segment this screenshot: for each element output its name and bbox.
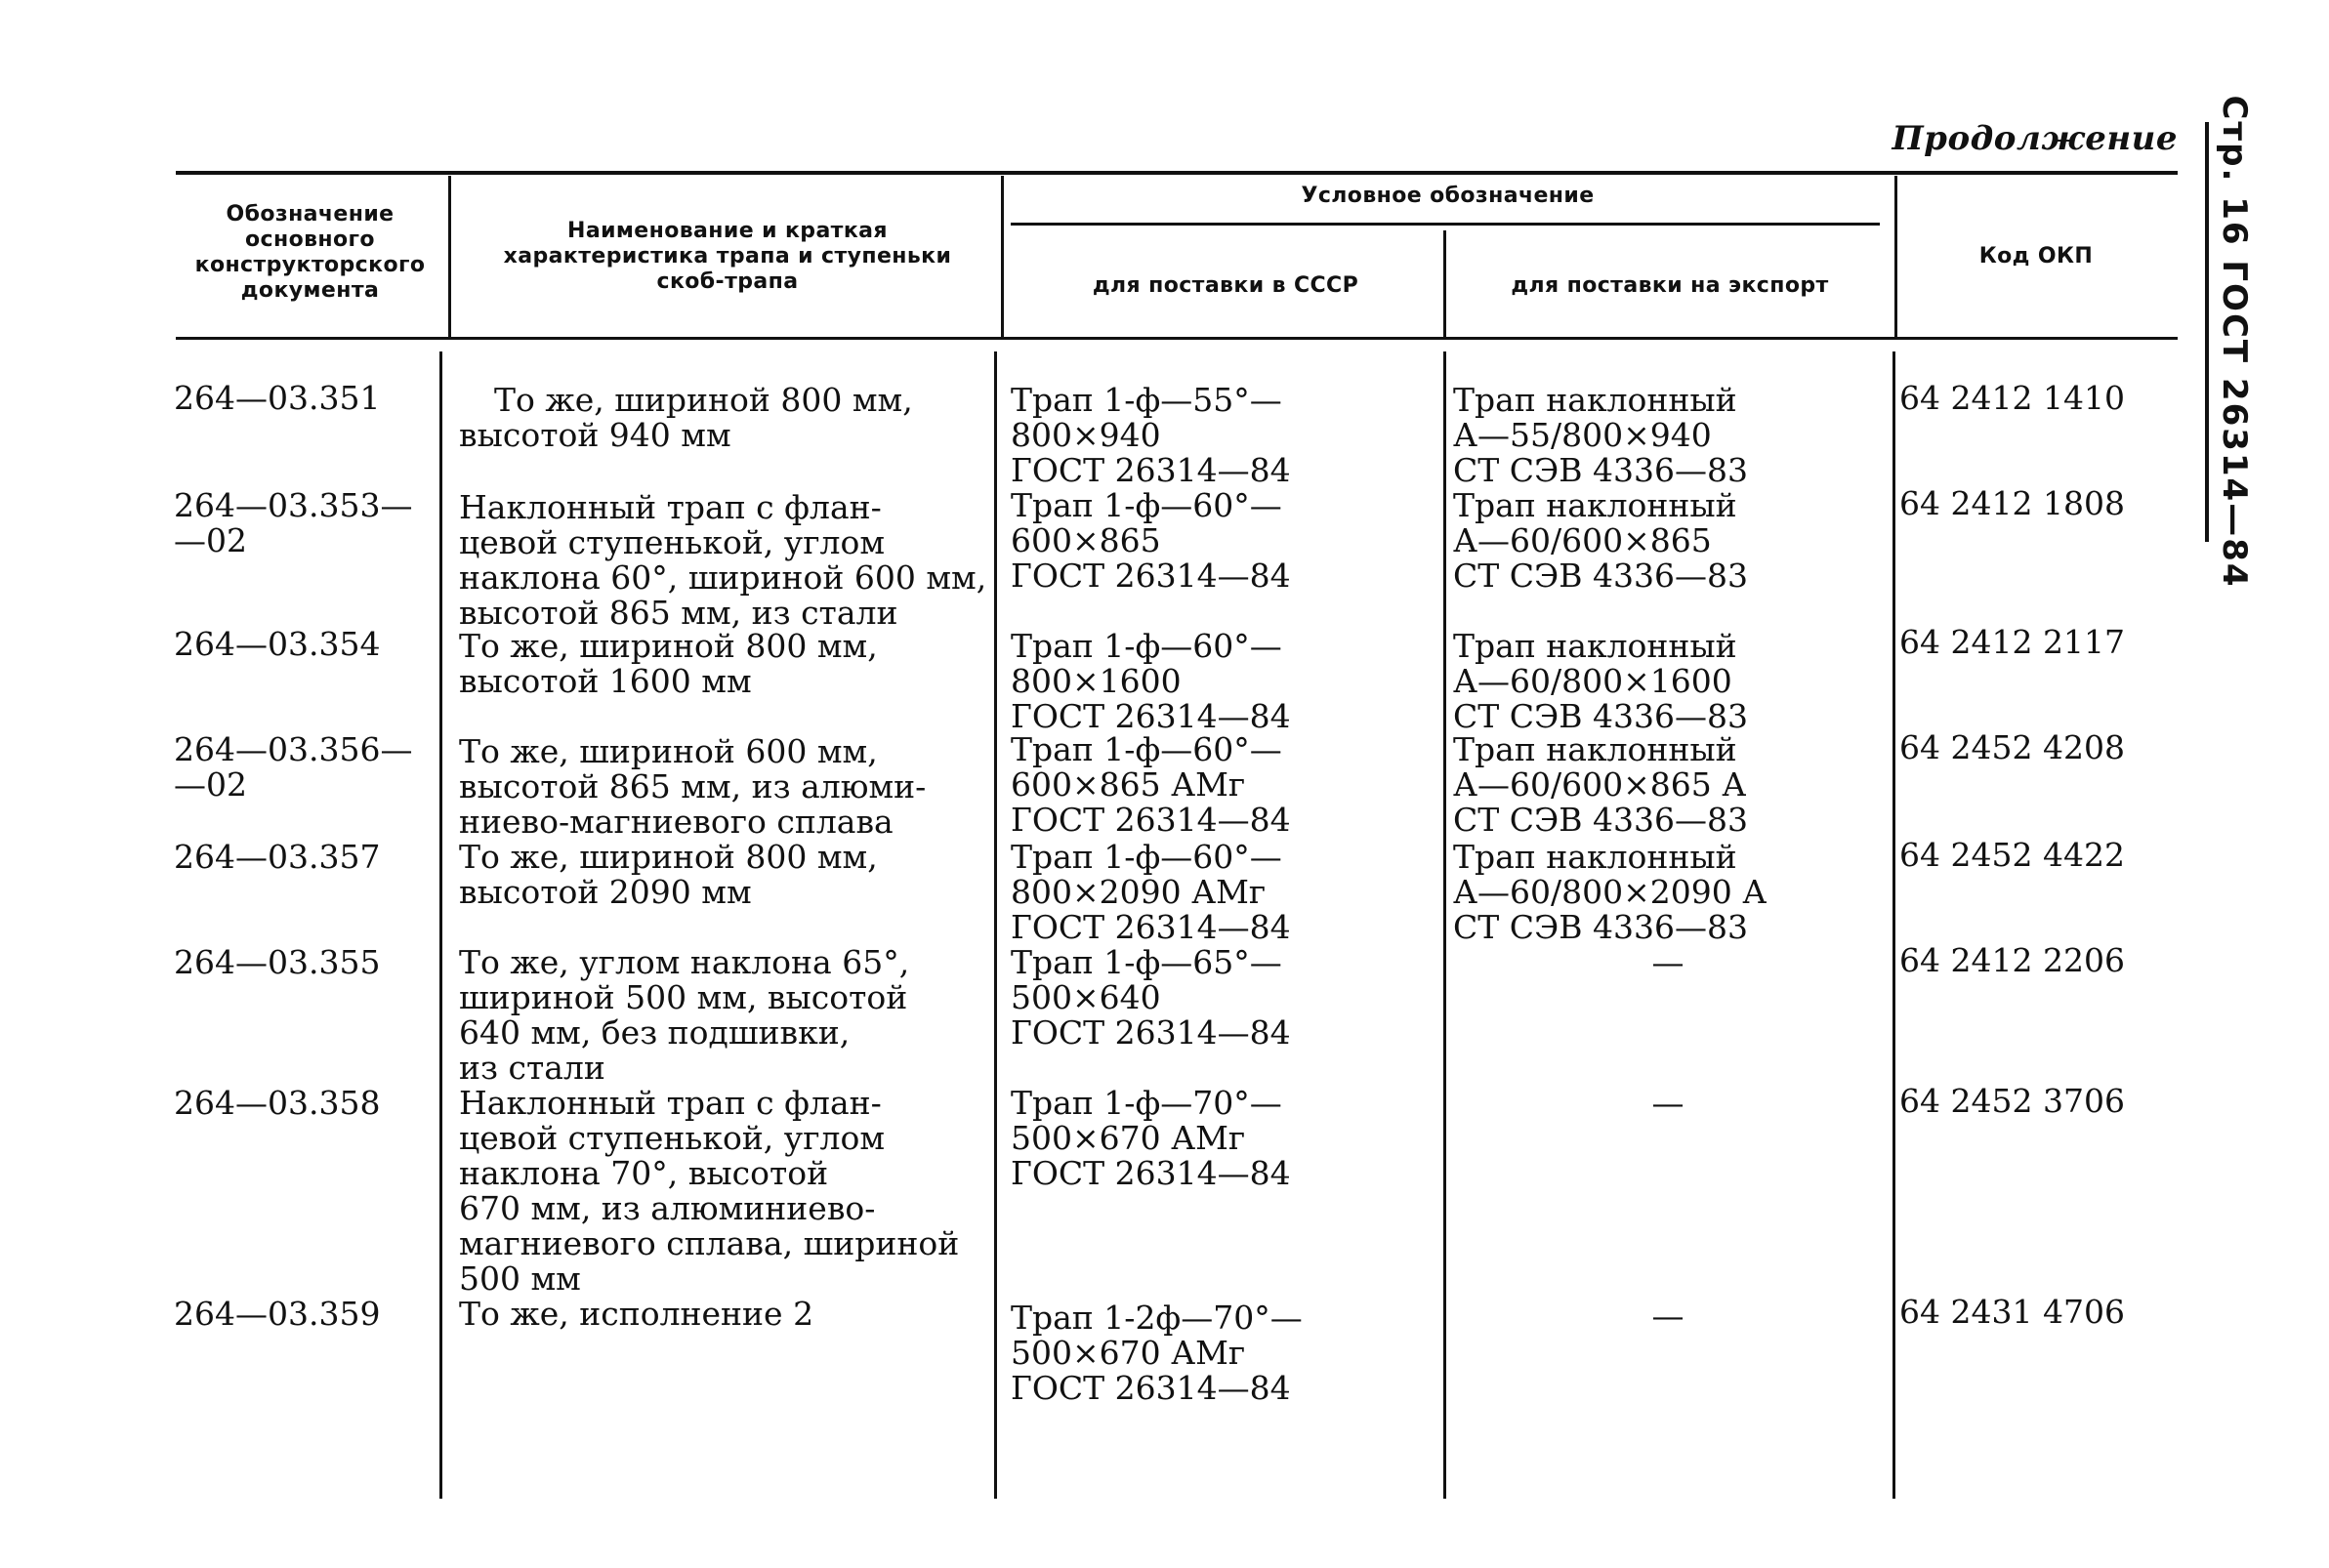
col-divider-1 bbox=[448, 176, 451, 337]
row-2-export: Трап наклонный А—60/600×865 СТ СЭВ 4336—83 bbox=[1453, 486, 1748, 595]
row-4-export: Трап наклонный А—60/600×865 А СТ СЭВ 4336—83 bbox=[1453, 730, 1748, 839]
row-2-okp: 64 2412 1808 bbox=[1899, 484, 2125, 522]
col-divider-4 bbox=[1894, 176, 1897, 337]
col-divider-4-body bbox=[1892, 351, 1895, 1499]
row-6-name: То же, углом наклона 65°, шириной 500 мм, высотой 640 мм, без подшивки, из стали bbox=[459, 943, 910, 1087]
header-col-okp: Код ОКП bbox=[1978, 244, 2094, 268]
row-6-ussr: Трап 1-ф—65°— 500×640 ГОСТ 26314—84 bbox=[1011, 943, 1291, 1052]
row-7-doc: 264—03.358 bbox=[174, 1084, 381, 1122]
header-col-export: для поставки на экспорт bbox=[1511, 273, 1829, 298]
row-2-name: Наклонный трап с флан- цевой ступенькой, углом наклона 60°, шириной 600 мм, высотой 865 мм, из стали bbox=[459, 488, 987, 632]
row-3-export: Трап наклонный А—60/800×1600 СТ СЭВ 4336—83 bbox=[1453, 627, 1748, 735]
continuation-label: Продолжение bbox=[1892, 119, 2178, 158]
row-2-doc: 264—03.353— —02 bbox=[174, 486, 413, 559]
row-6-export: — bbox=[1651, 943, 1684, 981]
row-3-okp: 64 2412 2117 bbox=[1899, 623, 2125, 661]
row-8-okp: 64 2431 4706 bbox=[1899, 1293, 2125, 1331]
row-3-name: То же, шириной 800 мм, высотой 1600 мм bbox=[459, 627, 878, 700]
group-header-rule bbox=[1011, 223, 1880, 226]
row-6-okp: 64 2412 2206 bbox=[1899, 941, 2125, 979]
side-page-header bbox=[2215, 95, 2254, 589]
header-bottom-border bbox=[176, 337, 2178, 340]
header-col-doc: Обозначение основного конструкторского документа bbox=[194, 202, 426, 303]
row-2-ussr: Трап 1-ф—60°— 600×865 ГОСТ 26314—84 bbox=[1011, 486, 1291, 595]
row-5-export: Трап наклонный А—60/800×2090 А СТ СЭВ 4336—83 bbox=[1453, 838, 1768, 946]
row-5-okp: 64 2452 4422 bbox=[1899, 836, 2125, 874]
header-group-designation: Условное обозначение bbox=[1301, 184, 1595, 208]
row-3-doc: 264—03.354 bbox=[174, 625, 381, 663]
row-1-name: То же, шириной 800 мм, высотой 940 мм bbox=[459, 381, 913, 454]
row-4-ussr: Трап 1-ф—60°— 600×865 АМг ГОСТ 26314—84 bbox=[1011, 730, 1291, 839]
row-5-doc: 264—03.357 bbox=[174, 838, 381, 876]
row-5-ussr: Трап 1-ф—60°— 800×2090 АМг ГОСТ 26314—84 bbox=[1011, 838, 1291, 946]
header-col-ussr: для поставки в СССР bbox=[1092, 273, 1359, 298]
table-top-border bbox=[176, 171, 2178, 175]
col-divider-2-body bbox=[994, 351, 997, 1499]
col-divider-3 bbox=[1443, 230, 1446, 337]
row-1-okp: 64 2412 1410 bbox=[1899, 379, 2125, 417]
row-8-export: — bbox=[1651, 1297, 1684, 1335]
row-6-doc: 264—03.355 bbox=[174, 943, 381, 981]
row-7-ussr: Трап 1-ф—70°— 500×670 АМг ГОСТ 26314—84 bbox=[1011, 1084, 1291, 1192]
row-8-name: То же, исполнение 2 bbox=[459, 1295, 814, 1333]
row-4-name: То же, шириной 600 мм, высотой 865 мм, из алюми- ниево-магниевого сплава bbox=[459, 732, 927, 841]
header-col-name: Наименование и краткая характеристика трапа и ступеньки скоб-трапа bbox=[503, 219, 952, 294]
row-7-okp: 64 2452 3706 bbox=[1899, 1082, 2125, 1120]
col-divider-3-body bbox=[1443, 351, 1446, 1499]
row-4-okp: 64 2452 4208 bbox=[1899, 728, 2125, 766]
row-8-ussr: Трап 1-2ф—70°— 500×670 АМг ГОСТ 26314—84 bbox=[1011, 1299, 1303, 1407]
row-3-ussr: Трап 1-ф—60°— 800×1600 ГОСТ 26314—84 bbox=[1011, 627, 1291, 735]
row-7-name: Наклонный трап с флан- цевой ступенькой, углом наклона 70°, высотой 670 мм, из алюминиево- магниевого сплава, шириной 500 мм bbox=[459, 1084, 960, 1298]
side-divider bbox=[2205, 122, 2209, 542]
col-divider-1-body bbox=[439, 351, 442, 1499]
row-1-ussr: Трап 1-ф—55°— 800×940 ГОСТ 26314—84 bbox=[1011, 381, 1291, 489]
row-5-name: То же, шириной 800 мм, высотой 2090 мм bbox=[459, 838, 878, 911]
row-4-doc: 264—03.356— —02 bbox=[174, 730, 413, 804]
row-1-export: Трап наклонный А—55/800×940 СТ СЭВ 4336—83 bbox=[1453, 381, 1748, 489]
col-divider-2 bbox=[1001, 176, 1004, 337]
row-8-doc: 264—03.359 bbox=[174, 1295, 381, 1333]
row-1-doc: 264—03.351 bbox=[174, 379, 381, 417]
row-7-export: — bbox=[1651, 1084, 1684, 1122]
side-page-header-text: Стр. 16 ГОСТ 26314—84 bbox=[2215, 95, 2254, 589]
